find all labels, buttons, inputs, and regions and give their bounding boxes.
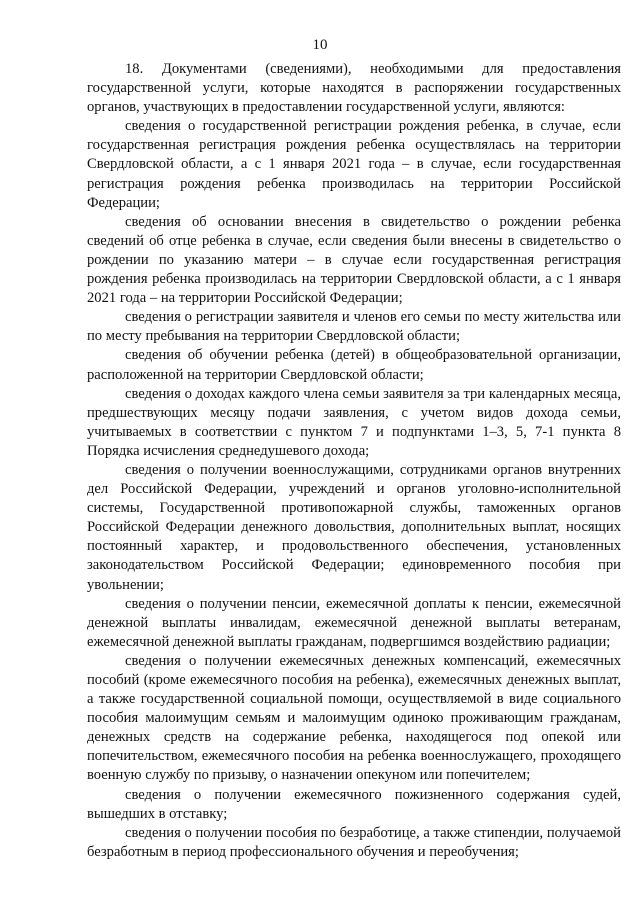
- paragraph-birth-registration: сведения о государственной регистрации рождения ребенка, в случае, если государственная регистрация рождения ребенка осуществлялась на территории Свердловской области, а с 1 января 2021 года – в случае, если государственная регистрация рождения ребенка производилась на территории Российской Федерации;: [87, 118, 621, 211]
- document-body: [87, 60, 621, 862]
- paragraph-pension: сведения о получении пенсии, ежемесячной доплаты к пенсии, ежемесячной денежной выплаты инвалидам, ежемесячной денежной выплаты ветеранам, ежемесячной денежной выплаты гражданам, подвергшимся воздействию радиации;: [87, 595, 621, 650]
- paragraph-item-18-intro: 18. Документами (сведениями), необходимыми для предоставления государственной услуги, которые находятся в распоряжении государственных органов, участвующих в предоставлении государственной услуги, являются:: [87, 61, 621, 116]
- paragraph-military-allowance: сведения о получении военнослужащими, сотрудниками органов внутренних дел Российской Федерации, учреждений и органов уголовно-исполнительной системы, Государственной противопожарной службы, таможенных органов Российской Федерации денежного довольствия, дополнительных выплат, носящих постоянный характер, и продовольственного обеспечения, установленных законодательством Российской Федерации; единовременного пособия при увольнении;: [87, 461, 621, 593]
- paragraph-compensations: сведения о получении ежемесячных денежных компенсаций, ежемесячных пособий (кроме ежемесячного пособия на ребенка), ежемесячных денежных выплат, а также государственной социальной помощи, осуществляемой в виде социального пособия малоимущим семьям и малоимущим одиноко проживающим гражданам, денежных средств на содержание ребенка, находящегося под опекой или попечительством, ежемесячного пособия на ребенка военнослужащего, проходящего военную службу по призыву, о назначении опекуном или попечителем;: [87, 652, 621, 784]
- paragraph-child-education: сведения об обучении ребенка (детей) в общеобразовательной организации, расположенной на территории Свердловской области;: [87, 347, 621, 383]
- paragraph-unemployment: сведения о получении пособия по безработице, а также стипендии, получаемой безработным в период профессионального обучения и переобучения;: [87, 824, 621, 860]
- paragraph-judges-allowance: сведения о получении ежемесячного пожизненного содержания судей, вышедших в отставку;: [87, 786, 621, 822]
- paragraph-residence-registration: сведения о регистрации заявителя и членов его семьи по месту жительства или по месту пребывания на территории Свердловской области;: [87, 309, 621, 345]
- paragraph-father-information: сведения об основании внесения в свидетельство о рождении ребенка сведений об отце ребенка в случае, если сведения были внесены в свидетельство о рождении по указанию матери – в случае если государственная регистрация рождения ребенка производилась на территории Свердловской области, а с 1 января 2021 года – на территории Российской Федерации;: [87, 213, 621, 307]
- page-number: 10: [312, 37, 328, 53]
- paragraph-family-income: сведения о доходах каждого члена семьи заявителя за три календарных месяца, предшествующих месяцу подачи заявления, с учетом видов дохода семьи, учитываемых в соответствии с пунктом 7 и подпунктами 1–3, 5, 7-1 пункта 8 Порядка исчисления среднедушевого дохода;: [87, 385, 621, 459]
